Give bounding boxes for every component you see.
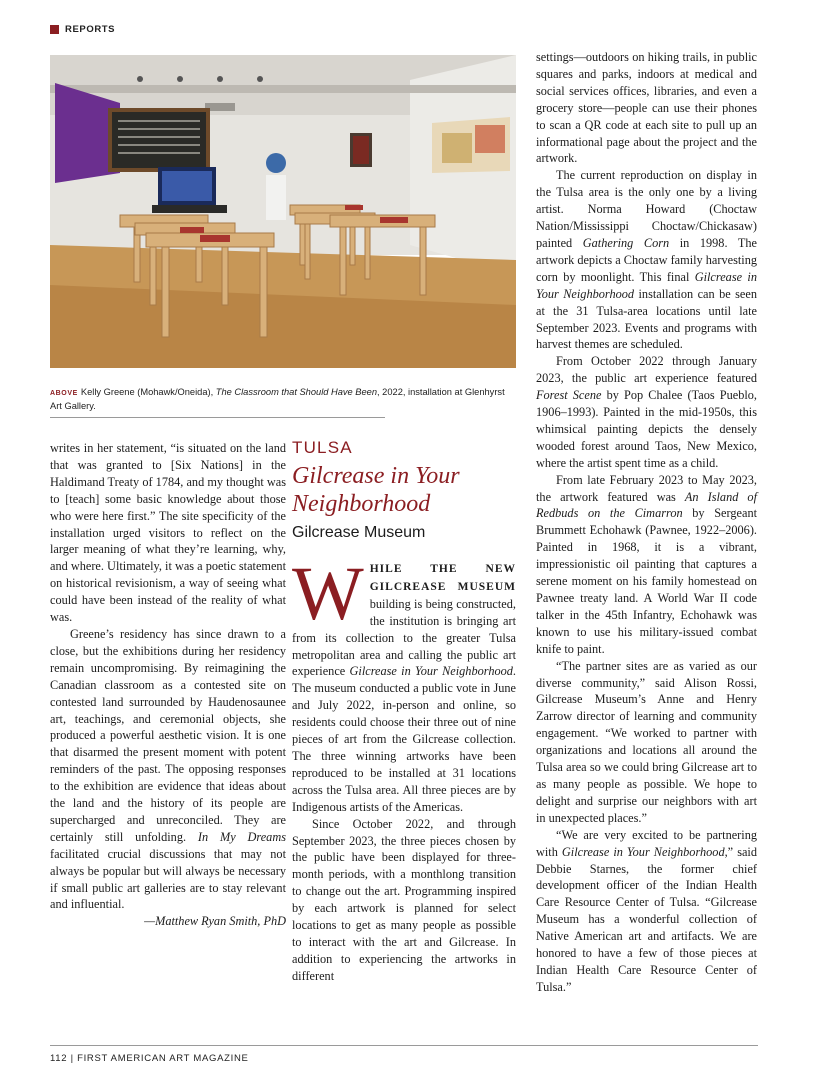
section-tag — [50, 24, 115, 35]
paragraph: writes in her statement, “is situated on the land that was granted to [Six Nations] in the Haldimand Treaty of 1784, and my thought was to [teach] some basic knowledge about those who were here first.” The site specificity of the installation urged visitors to reflect on the larger meaning of what they’re learning, why, and where. Ultimately, it was a poetic statement on historical revisionism, a way of seeing what could have been instead of the reality of what was. — [50, 441, 286, 625]
paragraph-text: From late February 2023 to May 2023, the artwork featured was — [536, 472, 757, 504]
paragraph-text: . The museum conducted a public vote in June and July 2022, in-person and online, so residents could choose their three out of nine pieces of art from the Gilcrease collection. The three winning artworks have been reproduced to be installed at 31 locations across the Tulsa area. All three pieces are by Indigenous artists of the Americas. — [292, 664, 516, 814]
paragraph: settings—outdoors on hiking trails, in public squares and parks, indoors at medical and social services offices, libraries, and even a grocery store—people can use their phones to scan a QR code at each site to pull up an informational page about the project and the artwork. — [536, 50, 757, 166]
article-kicker: TULSA — [292, 438, 353, 457]
caption-lead: ABOVE — [50, 390, 78, 397]
paragraph-text: facilitated crucial discussions that may not always be popular but will always be necessary if small public art galleries are to stay relevant and influential. — [50, 846, 286, 912]
paragraph-text: in 1998. The artwork depicts a Choctaw family harvesting corn by moonlight. This final — [536, 235, 757, 284]
paragraph — [536, 827, 757, 996]
paragraph-text: by Sergeant Brummett Echohawk (Pawnee, 1922–2006). Painted in 1968, it is a vibrant, impressionistic oil painting that captures a serene moment on his family homestead on Pawnee treaty land. A World War II code talker in the 45th Infantry, Echohawk was known to use his military-issued combat knife to paint. — [536, 506, 758, 656]
caption-artwork-title: The Classroom that Should Have Been — [215, 387, 378, 397]
article-header — [292, 438, 518, 542]
column-right — [536, 49, 757, 996]
classroom-installation-image — [50, 55, 516, 368]
artwork-title: Gilcrease in Your Neighborhood — [349, 664, 513, 679]
lead-paragraph — [292, 552, 516, 816]
paragraph-text: ,” said Debbie Starnes, the former chief development officer of the Indian Health Care Resource Center of Tulsa. “Gilcrease Museum has a wonderful collection of Native American art and artifacts. We are honored to have a few of those pieces at Indian Health Care Resource Center of Tulsa.” — [536, 844, 757, 994]
author-signoff: —Matthew Ryan Smith, PhD — [144, 914, 286, 929]
paragraph-text: The current reproduction on display in the Tulsa area is the only one by a living artist. Norma Howard (Choctaw Nation/Mississippi Choctaw/Chickasaw) painted — [536, 168, 757, 250]
paragraph — [536, 472, 757, 658]
paragraph-text: installation can be seen at the 31 Tulsa-area locations until late September 2023. Events and programs with harvest themes are scheduled. — [536, 286, 757, 352]
photo-caption — [50, 386, 516, 413]
paragraph-text: From October 2022 through January 2023, the public art experience featured — [536, 354, 757, 386]
column-left — [50, 440, 286, 930]
program-title: Gilcrease in Your Neighborhood — [561, 844, 725, 859]
section-label: REPORTS — [65, 24, 116, 35]
drop-cap: W — [292, 552, 364, 636]
paragraph — [536, 353, 757, 471]
paragraph: Since October 2022, and through September 2023, the three pieces chosen by the public have been displayed for three-month periods, with a monthlong transition to change out the art. Programming inspired by each artwork is planned for select locations to get as many people as possible to interact with the art and Gilcrease. In addition to experiencing the artworks in different — [292, 816, 516, 983]
caption-divider — [50, 417, 385, 418]
caption-artist: Kelly Greene (Mohawk/Oneida), — [80, 387, 216, 397]
article-subhead: Gilcrease Museum — [292, 524, 426, 541]
paragraph-text: “We are very excited to be partnering with — [536, 827, 757, 859]
program-title: Gilcrease in Your Neighborhood — [536, 269, 757, 301]
paragraph-text: Greene’s residency has since drawn to a close, but the exhibitions during her residency remain uncompromising. By reimagining the Canadian classroom as a contested site on contested land surrounded by Haudenosaunee art, teachings, and ceremonial objects, she produced a powerful aesthetic vision. It is one that disarmed the present moment with potent reminders of the past. The opposing responses to the exhibition are evidence that ideas about the land and the history of its people are supercharged and unreconciled. They are certainly still unfolding. — [50, 626, 286, 844]
footer-divider — [50, 1045, 758, 1046]
lead-caps: HILE THE NEW GILCREASE MUSEUM — [369, 563, 516, 593]
artwork-title: An Island of Redbuds on the Cimarron — [536, 489, 757, 521]
paragraph-text: building is being constructed, the institution is bringing art from its collection to the greater Tulsa metropolitan area and calling the public art experience — [292, 596, 516, 679]
installation-photo — [50, 55, 516, 368]
article-headline: Gilcrease in Your Neighborhood — [292, 463, 460, 517]
artwork-title: Forest Scene — [536, 388, 602, 403]
paragraph-text: by Pop Chalee (Taos Pueblo, 1906–1993). Painted in the mid-1950s, this whimsical painting depicts the densely wooded forest around Taos, New Mexico, where the artist spent time as a child. — [536, 388, 757, 470]
paragraph: “The partner sites are as varied as our diverse community,” said Alison Rossi, Gilcrease Museum’s Anne and Henry Zarrow director of learning and community engagement. “We worked to partner with organizations and locations all around the Tulsa area so we could bring Gilcrease art to as many people as possible. We hope to delight and surprise our neighbors with art in unexpected places.” — [536, 658, 757, 825]
artwork-title: In My Dreams — [197, 829, 286, 844]
page-footer: 112 | FIRST AMERICAN ART MAGAZINE — [50, 1053, 249, 1064]
paragraph — [50, 626, 286, 913]
section-marker — [50, 25, 59, 34]
artwork-title: Gathering Corn — [582, 235, 670, 250]
column-middle — [292, 552, 516, 985]
paragraph — [536, 167, 757, 353]
caption-details: , 2022, installation at Glenhyrst Art Gallery. — [50, 387, 505, 411]
